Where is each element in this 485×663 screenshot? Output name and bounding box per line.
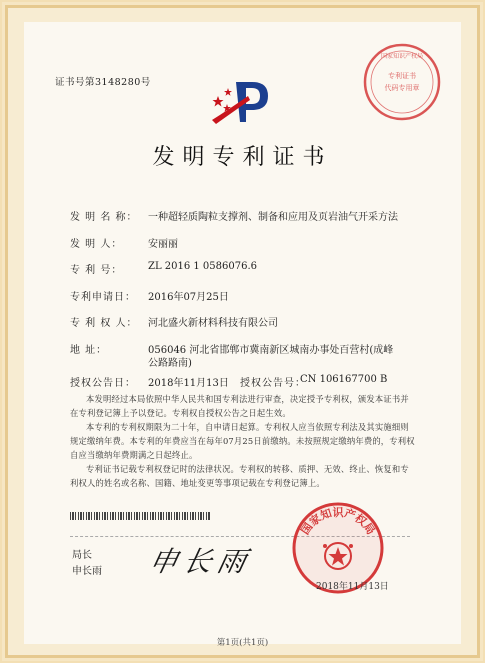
signer-name: 申长雨 <box>72 566 102 577</box>
grant-number-value: CN 106167700 B <box>300 374 388 385</box>
invention-name-label: 发 明 名 称： <box>70 212 138 223</box>
patentee-label: 专 利 权 人： <box>70 318 138 329</box>
address-label: 地 址： <box>70 345 108 356</box>
grant-date-label: 授权公告日： <box>70 378 136 389</box>
inventor-label: 发 明 人： <box>70 239 123 250</box>
seal-text: 国家知识产权局 <box>298 506 378 538</box>
certificate-title: 发明专利证书 <box>152 145 333 170</box>
page-footer: 第1页(共1页) <box>216 638 269 648</box>
address-value-line2: 公路路南) <box>148 358 192 369</box>
svg-text:代码专用章: 代码专用章 <box>384 84 420 92</box>
cnipa-logo-icon <box>206 76 276 126</box>
address-value: 056046 河北省邯郸市冀南新区城南办事处百营村(成峰 <box>148 345 394 356</box>
seal-date: 2018年11月13日 <box>316 582 389 592</box>
grant-date-value: 2018年11月13日 <box>148 378 229 389</box>
invention-name-value: 一种超轻质陶粒支撑剂、制备和应用及页岩油气开采方法 <box>148 212 398 223</box>
patentee-value: 河北盛火新材料科技有限公司 <box>148 318 278 329</box>
certificate-number: 证书号第3148280号 <box>55 77 151 88</box>
svg-text:专利证书: 专利证书 <box>388 72 416 80</box>
inventor-value: 安丽丽 <box>148 239 178 250</box>
signer-title: 局长 <box>72 550 92 561</box>
svg-text:国家知识产权局: 国家知识产权局 <box>380 53 424 60</box>
body-paragraph: 本专利的专利权期限为二十年，自申请日起算。专利权人应当依照专利法及其实施细则规定缴纳年费。本专利的年费应当在每年07月25日前缴纳。未按照规定缴纳年费的，专利权自应当缴纳年费期满之日起终止。 <box>70 422 415 460</box>
body-paragraph: 专利证书记载专利权登记时的法律状况。专利权的转移、质押、无效、终止、恢复和专利权人的姓名或名称、国籍、地址变更等事项记载在专利登记簿上。 <box>70 464 409 488</box>
grant-number-label: 授权公告号： <box>240 378 306 389</box>
body-paragraph: 本发明经过本局依照中华人民共和国专利法进行审查，决定授予专利权，颁发本证书并在专利登记簿上予以登记。专利权自授权公告之日起生效。 <box>70 394 409 418</box>
filing-date-value: 2016年07月25日 <box>148 292 229 303</box>
patent-number-label: 专 利 号： <box>70 265 123 276</box>
filing-date-label: 专利申请日： <box>70 292 136 303</box>
top-seal <box>362 42 442 122</box>
handwritten-signature: 申长雨 <box>146 545 256 578</box>
barcode <box>70 512 210 520</box>
patent-number-value: ZL 2016 1 0586076.6 <box>148 261 258 272</box>
